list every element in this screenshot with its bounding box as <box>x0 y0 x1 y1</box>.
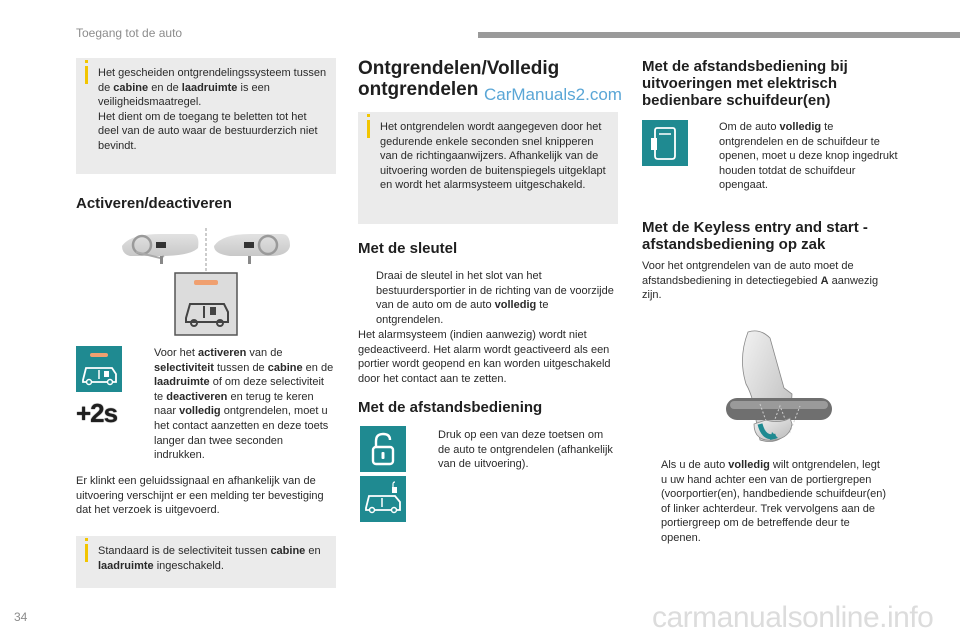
watermark: carmanualsonline.info <box>652 601 934 634</box>
alarm-paragraph: Het alarmsysteem (indien aanwezig) wordt niet gedeactiveerd. Het alarm wordt geactiveerd als een portier wordt geopend en kan worden uitgeschakeld door het contact aan te zetten. <box>358 329 611 385</box>
info-note-separation <box>76 58 336 174</box>
instruction-activeren: Voor het activeren van de selectiviteit tussen de cabine en de laadruimte of om deze selectiviteit te deactiveren en terug te keren naar volledig ontgrendelen, moet u het contact aanzetten en deze toets langer dan twee seconden indrukken. <box>154 347 334 462</box>
padlock-open-icon <box>360 426 406 472</box>
note-p1: Het gescheiden ontgrendelingssysteem tussen de cabine en de laadruimte is een veiligheidsmaatregel. <box>98 67 327 109</box>
info-note-ontgrendelen: Het ontgrendelen wordt aangegeven door het gedurende enkele seconden snel knipperen van de richtingaanwijzers. Afhankelijk van de uitvoering worden de buitenspiegels uitgeklapt en wordt het alarmsysteem uitgeschakeld. <box>358 112 618 224</box>
header-rule <box>478 32 960 38</box>
sliding-door-icon <box>642 120 688 166</box>
hold-2s-badge: +2s <box>76 398 118 428</box>
selectivity-button-tile <box>76 346 122 392</box>
heading-activeren: Activeren/deactiveren <box>76 195 232 212</box>
note-p2: Het dient om de toegang te beletten tot het deel van de auto waar de bestuurderzich niet bevindt. <box>98 110 318 152</box>
unlock-button-tile <box>360 426 406 472</box>
selectivity-button-detail <box>174 272 238 336</box>
instruction-sleutel: Draai de sleutel in het slot van het bestuurdersportier in de richting van de voorzijde van de auto om de auto volledig te ontgrendelen. <box>376 270 614 326</box>
dashboard-switch-illustration <box>120 226 292 278</box>
instruction-keyless: Als u de auto volledig wilt ontgrendelen, legt u uw hand achter een van de portiergrepen (voorportier(en), handbediende schuifdeur(en) of linker achterdeur. Trek vervolgens aan de portiergreep om de betreffende deur te openen. <box>661 459 887 544</box>
van-lock-icon <box>76 346 122 392</box>
keyless-paragraph: Voor het ontgrendelen van de auto moet de afstandsbediening in detectiegebied A aanwezig zijn. <box>642 260 879 302</box>
hand-door-handle-illustration <box>720 328 836 452</box>
instruction-schuifdeur: Om de auto volledig te ontgrendelen en de schuifdeur te openen, moet u deze knop ingedrukt houden totdat de schuifdeur opengaat. <box>719 121 898 192</box>
brand-overlay: CarManuals2.com <box>484 85 622 104</box>
heading-afstandsbediening: Met de afstandsbediening <box>358 399 543 416</box>
section-title: Toegang tot de auto <box>76 26 183 40</box>
heading-sleutel: Met de sleutel <box>358 240 458 257</box>
sliding-door-button-tile <box>642 120 688 166</box>
instruction-afstandsbediening: Druk op een van deze toetsen om de auto te ontgrendelen (afhankelijk van de uitvoering). <box>438 429 613 471</box>
heading-keyless: Met de Keyless entry and start -afstandsbediening op zak <box>642 219 868 253</box>
heading-schuifdeur: Met de afstandsbediening bij uitvoeringen met elektrisch bedienbare schuifdeur(en) <box>642 58 848 109</box>
van-unlock-icon <box>360 476 406 522</box>
info-icon <box>85 66 88 84</box>
info-icon <box>367 120 370 138</box>
page-number: 34 <box>14 610 28 624</box>
confirmation-paragraph: Er klinkt een geluidssignaal en afhankelijk van de uitvoering verschijnt er een melding ter bevestiging dat het verzoek is uitgevoerd. <box>76 475 324 517</box>
heading-ontgrendelen: Ontgrendelen/Volledig ontgrendelen <box>358 58 560 100</box>
info-note-default: Standaard is de selectiviteit tussen cabine en laadruimte ingeschakeld. <box>76 536 336 588</box>
info-icon <box>85 544 88 562</box>
unlock-cargo-button-tile <box>360 476 406 522</box>
